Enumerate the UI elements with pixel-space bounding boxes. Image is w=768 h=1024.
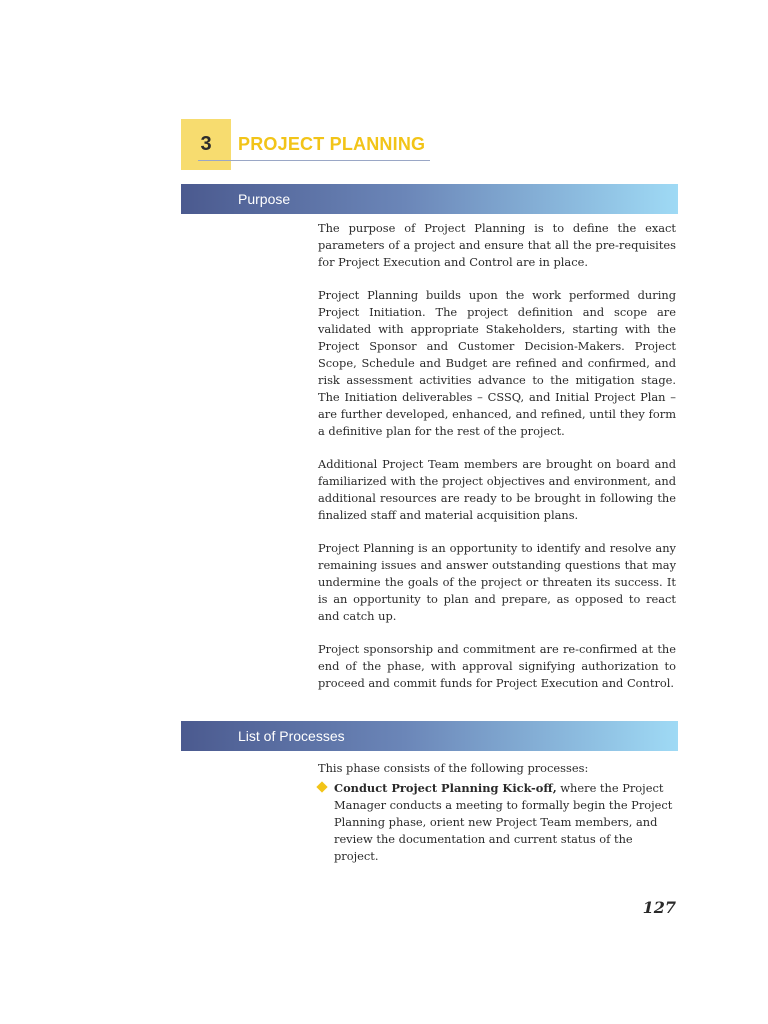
chapter-title-divider bbox=[198, 160, 430, 161]
paragraph: Project Planning is an opportunity to identify and resolve any remaining issues and answer outstanding questions that may undermine the goals of the project or threaten its success. It is an opportunity to plan and prepare, as opposed to react and catch up. bbox=[318, 541, 676, 623]
paragraph: Project Planning builds upon the work performed during Project Initiation. The project definition and scope are validated with appropriate Stakeholders, starting with the Project Sponsor and Customer Decision-Makers. Project Scope, Schedule and Budget are refined and confirmed, and risk assessment activities advance to the mitigation stage. The Initiation deliverables – CSSQ, and Initial Project Plan – are further developed, enhanced, and refined, until they form a definitive plan for the rest of the project. bbox=[318, 288, 676, 438]
list-item bbox=[318, 780, 678, 865]
page-number: 127 bbox=[642, 898, 676, 917]
paragraph: The purpose of Project Planning is to define the exact parameters of a project and ensure that all the pre-requisites for Project Execution and Control are in place. bbox=[318, 221, 676, 269]
chapter-number-box bbox=[181, 119, 231, 170]
section-heading: List of Processes bbox=[238, 728, 345, 744]
section-header-purpose bbox=[181, 184, 678, 214]
paragraph: Project sponsorship and commitment are re-confirmed at the end of the phase, with approval signifying authorization to proceed and commit funds for Project Execution and Control. bbox=[318, 642, 676, 690]
section-heading: Purpose bbox=[238, 191, 291, 207]
processes-intro: This phase consists of the following processes: bbox=[318, 761, 589, 775]
section-header-processes bbox=[181, 721, 678, 751]
process-name: Conduct Project Planning Kick-off, bbox=[334, 781, 557, 795]
chapter-title: PROJECT PLANNING bbox=[238, 134, 426, 154]
paragraph: Additional Project Team members are brought on board and familiarized with the project objectives and environment, and additional resources are ready to be brought in following the finalized staff and material acquisition plans. bbox=[318, 457, 676, 522]
diamond-bullet-icon bbox=[316, 781, 327, 792]
process-description: where the Project Manager conducts a meeting to formally begin the Project Planning phase, orient new Project Team members, and review the documentation and current status of the project. bbox=[334, 781, 673, 863]
process-text bbox=[334, 780, 678, 865]
chapter-number: 3 bbox=[200, 133, 212, 155]
purpose-body bbox=[318, 220, 676, 708]
